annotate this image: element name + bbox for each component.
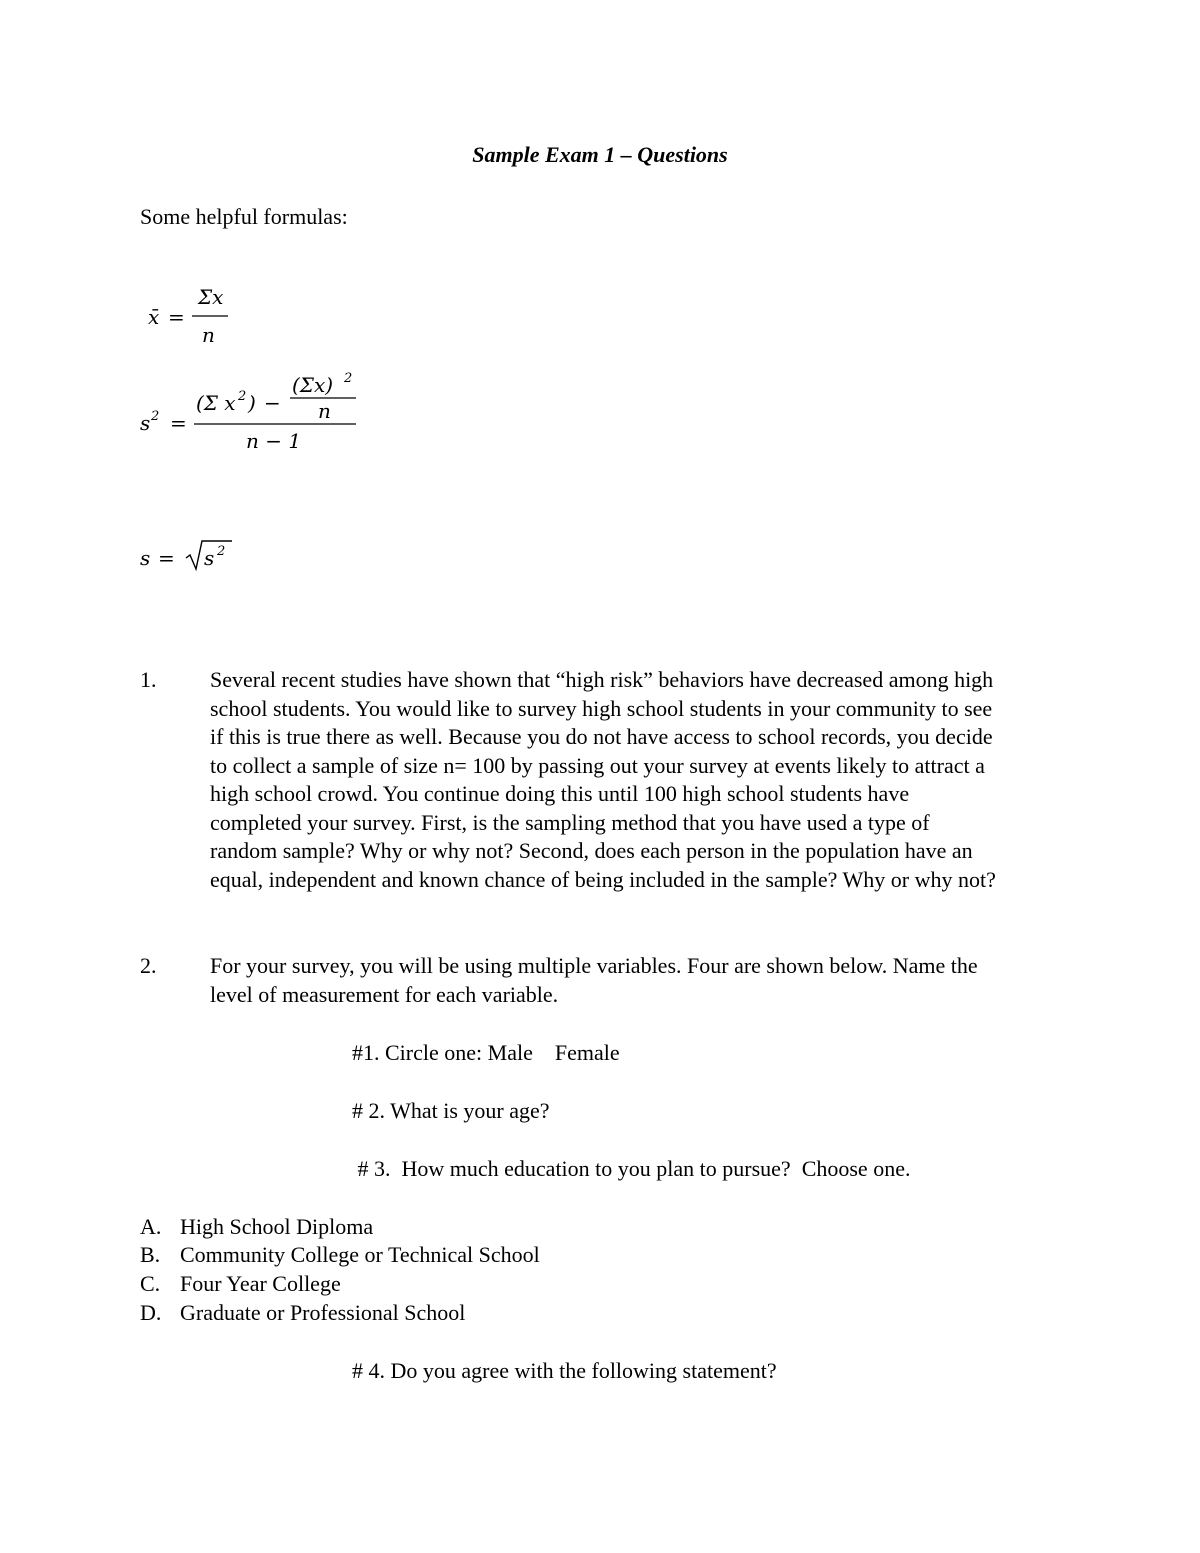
survey-item-1 <box>352 1039 620 1067</box>
question-1-line: to collect a sample of size n= 100 by passing out your survey at events likely to attract a <box>210 752 985 778</box>
mean-formula-graphic <box>140 280 260 350</box>
option-b-text: Community College or Technical School <box>180 1242 540 1267</box>
survey-item-2: # 2. What is your age? <box>352 1098 550 1123</box>
variance-minus: − <box>264 391 281 415</box>
variance-square-of-sum-exponent: 2 <box>344 371 353 386</box>
variance-formula-graphic <box>140 368 380 458</box>
stddev-formula <box>140 535 250 580</box>
variance-formula <box>140 368 380 463</box>
option-a-letter: A. <box>140 1214 162 1239</box>
mean-formula <box>140 280 260 355</box>
question-1-line: equal, independent and known chance of being included in the sample? Why or why not? <box>210 866 996 892</box>
variance-sum-squares: (Σ x <box>196 391 236 415</box>
option-d-letter: D. <box>140 1300 162 1325</box>
stddev-radicand: s <box>204 546 215 570</box>
question-1-line: completed your survey. First, is the sampling method that you have used a type of <box>210 809 930 835</box>
question-1-line: high school crowd. You continue doing this until 100 high school students have <box>210 781 910 806</box>
variance-sum-squares-close: ) <box>248 391 256 415</box>
question-2-line: For your survey, you will be using multiple variables. Four are shown below. Name the <box>210 953 978 978</box>
question-1-line: if this is true there as well. Because you do not have access to school records, you decide <box>210 724 993 749</box>
option-c-text: Four Year College <box>180 1271 341 1296</box>
variance-lhs-exponent: 2 <box>151 409 160 424</box>
formulas-intro: Some helpful formulas: <box>140 204 348 229</box>
question-2-number: 2. <box>140 953 157 978</box>
variance-equals: = <box>170 411 187 435</box>
option-d-text: Graduate or Professional School <box>180 1300 466 1325</box>
stddev-lhs: s <box>140 546 151 570</box>
variance-lhs: s <box>140 411 151 435</box>
question-1-line: Several recent studies have shown that “high risk” behaviors have decreased among high <box>210 667 994 692</box>
survey-item-3: # 3. How much education to you plan to pursue? Choose one. <box>352 1156 911 1181</box>
survey-item-4: # 4. Do you agree with the following statement? <box>352 1358 777 1383</box>
question-1-number: 1. <box>140 667 157 692</box>
variance-denominator: n − 1 <box>246 429 302 453</box>
option-c-letter: C. <box>140 1271 161 1296</box>
option-a-text: High School Diploma <box>180 1214 374 1239</box>
stddev-formula-graphic <box>140 535 250 575</box>
page-title: Sample Exam 1 – Questions <box>472 142 728 167</box>
stddev-radicand-exponent: 2 <box>217 544 226 559</box>
question-1-line: random sample? Why or why not? Second, does each person in the population have an <box>210 838 973 863</box>
mean-lhs: x̄ <box>148 305 160 329</box>
mean-numerator: Σx <box>198 285 224 309</box>
question-2-text <box>210 952 1070 1009</box>
mean-equals: = <box>168 305 185 329</box>
question-1-text <box>210 666 1070 894</box>
stddev-equals: = <box>158 546 175 570</box>
variance-square-of-sum: (Σx) <box>292 373 334 397</box>
question-1-line: school students. You would like to survey high school students in your community to see <box>210 695 993 721</box>
option-b-letter: B. <box>140 1242 161 1267</box>
survey-item-1-text: #1. Circle one: Male Female <box>352 1040 620 1065</box>
variance-sum-squares-exponent: 2 <box>238 389 247 404</box>
mean-denominator: n <box>202 323 215 347</box>
question-2-line: level of measurement for each variable. <box>210 981 559 1007</box>
variance-inner-denominator: n <box>318 399 331 423</box>
